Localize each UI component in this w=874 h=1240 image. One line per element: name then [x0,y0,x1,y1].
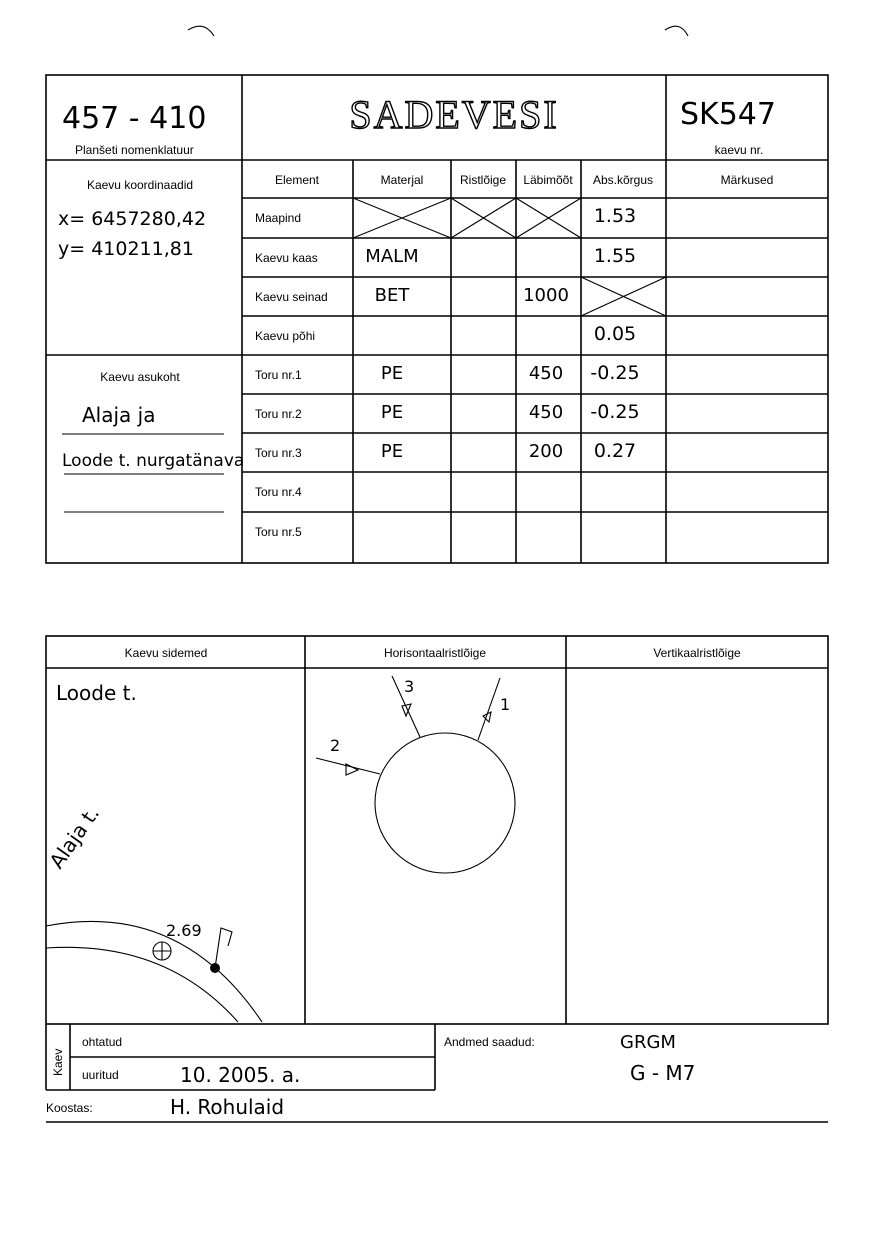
top-form [46,75,828,563]
row-element-label: Maapind [255,211,302,225]
coordinates-label: Kaevu koordinaadid [86,178,194,192]
street-label-1: Loode t. [56,681,137,705]
row-material-value: PE [380,402,404,423]
location-line-2: Loode t. nurgatänava [62,451,245,471]
well-number-label: kaevu nr. [714,143,764,157]
coordinate-y: y= 410211,81 [58,238,194,260]
row-height-value: -0.25 [590,401,640,423]
row-element-label: Toru nr.2 [255,407,302,421]
row-height-value: 1.53 [593,205,637,227]
row-height-value: 1.55 [593,245,637,267]
row-diameter-value: 1000 [523,285,569,306]
row-material-value: BET [374,285,410,306]
row-element-label: Toru nr.5 [255,525,302,539]
location-line-1: Alaja ja [82,403,156,427]
row-height-value: -0.25 [590,362,640,384]
surveyed-label: uuritud [82,1068,119,1082]
column-header: Läbimõõt [523,173,573,187]
horizontal-section-heading: Horisontaalristlõige [383,646,487,660]
nomenclature-value: 457 - 410 [62,101,207,136]
coordinate-x: x= 6457280,42 [58,208,207,230]
street-label-2: Alaja t. [44,801,105,873]
crossed-cell [581,277,666,316]
street-curb-line [46,921,262,1022]
column-header: Materjal [380,173,424,187]
nomenclature-label: Planšeti nomenklatuur [75,143,194,157]
page-title: SADEVESI [349,92,559,137]
crossed-cell [516,198,581,238]
compiled-by-value: H. Rohulaid [170,1095,285,1119]
checked-label: ohtatud [82,1035,123,1049]
row-element-label: Kaevu kaas [255,251,318,265]
row-element-label: Kaevu seinad [255,290,328,304]
row-element-label: Kaevu põhi [255,329,316,343]
connections-heading: Kaevu sidemed [124,646,208,660]
row-material-value: MALM [365,246,419,267]
data-source-label: Andmed saadud: [444,1035,535,1049]
row-height-value: 0.27 [593,440,637,462]
row-height-value: 0.05 [593,323,637,345]
well-side-label: Kaev [51,1048,65,1076]
compiled-by-label: Koostas: [46,1101,93,1115]
well-number-value: SK547 [680,97,776,132]
punch-mark-left [188,26,214,36]
pipe-1-line [478,678,500,740]
column-header: Märkused [720,173,774,187]
pipe-2-label: 2 [330,736,341,755]
row-diameter-value: 200 [528,441,564,462]
crossed-cell [353,198,451,238]
punch-mark-right [665,26,688,36]
bottom-form [44,636,828,1024]
row-element-label: Toru nr.1 [255,368,302,382]
row-element-label: Toru nr.4 [255,485,302,499]
vertical-section-heading: Vertikaalristlõige [653,646,741,660]
row-material-value: PE [380,441,404,462]
data-source-value-1: GRGM [620,1032,676,1053]
street-curb-line [46,947,238,1022]
well-circle [375,733,515,873]
column-header: Ristlõige [459,173,507,187]
location-label: Kaevu asukoht [100,370,180,384]
row-element-label: Toru nr.3 [255,446,302,460]
pipe-3-label: 3 [404,677,415,696]
row-diameter-value: 450 [528,363,564,384]
pipe-2-line [316,758,380,774]
bottom-form-border [46,636,828,1024]
row-diameter-value: 450 [528,402,564,423]
column-header: Element [274,173,320,187]
crossed-cell [451,198,516,238]
row-material-value: PE [380,363,404,384]
elevation-label: 2.69 [166,921,202,940]
footer-block [46,1024,828,1122]
column-header: Abs.kõrgus [592,173,654,187]
pipe-1-label: 1 [500,695,511,714]
data-source-value-2: G - M7 [630,1061,696,1085]
surveyed-value: 10. 2005. a. [180,1063,301,1087]
